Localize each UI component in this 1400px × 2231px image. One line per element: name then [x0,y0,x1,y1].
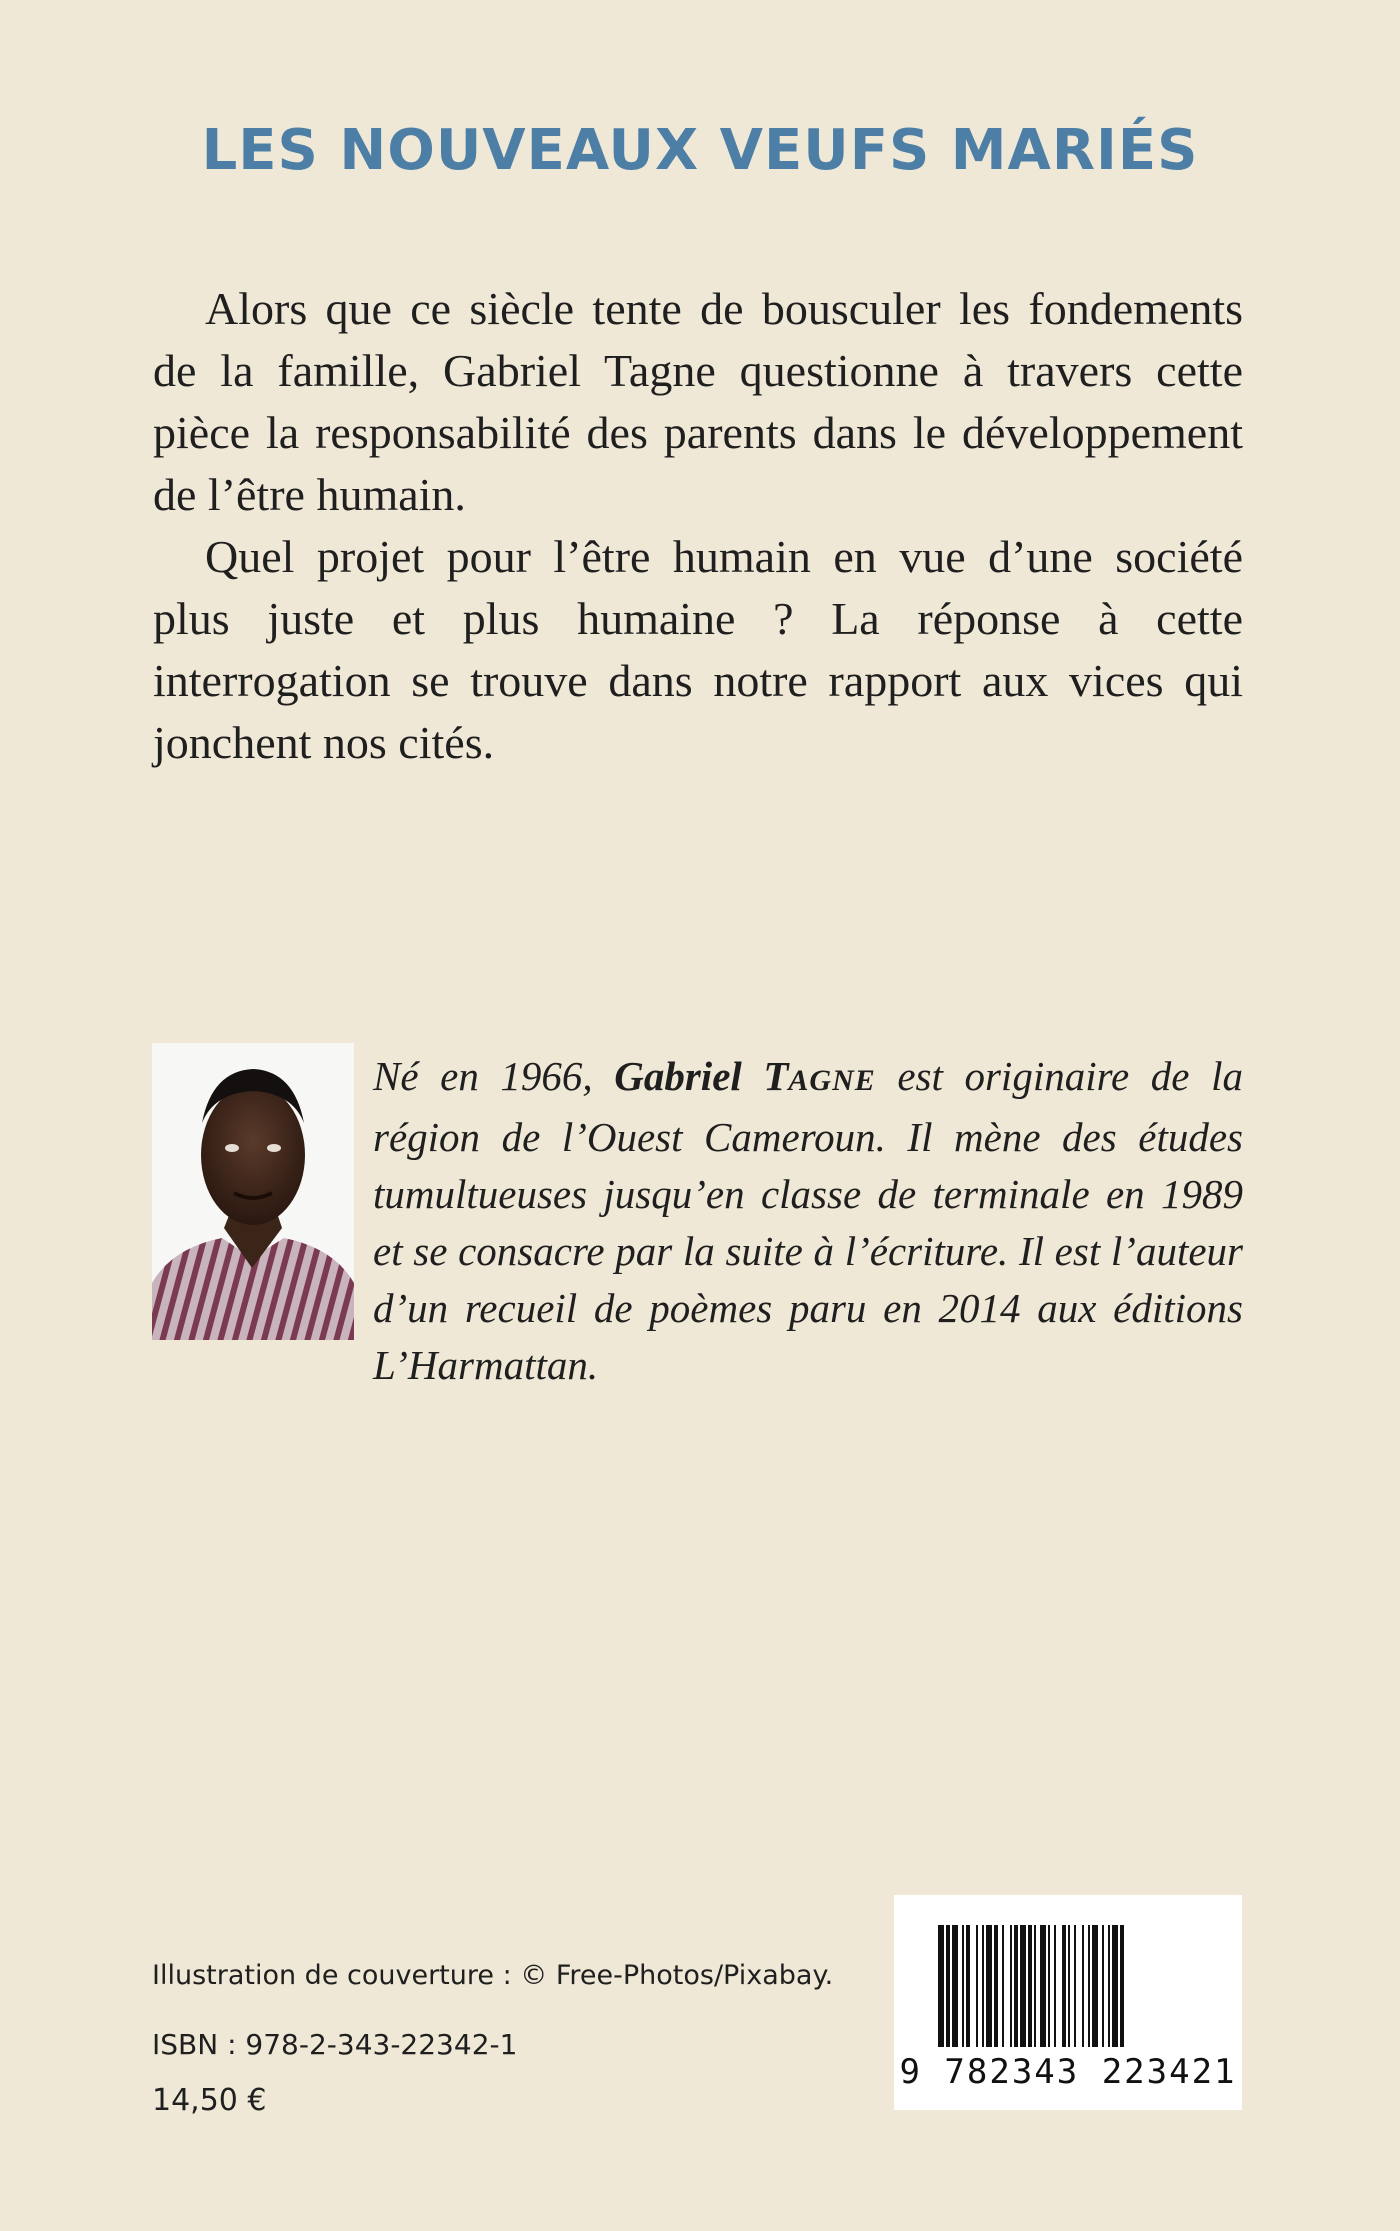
book-title: LES NOUVEAUX VEUFS MARIÉS [201,118,1199,183]
barcode-bar [1120,1925,1124,2047]
barcode-bar [1054,1925,1056,2047]
author-portrait-image [152,1043,354,1340]
barcode-bar [1108,1925,1110,2047]
barcode-bar [1082,1925,1084,2047]
barcode-bar [1062,1925,1066,2047]
barcode-bar [1034,1925,1036,2047]
isbn: ISBN : 978-2-343-22342-1 [152,2028,518,2061]
barcode-bar [1112,1925,1118,2047]
barcode-bar [1028,1925,1032,2047]
author-name [614,1053,876,1099]
barcode-bar [1020,1925,1026,2047]
barcode [894,1895,1242,2110]
bio-text: est originaire de la région de l’Ouest Cameroun. Il mène des études tumultueuses jusqu’en classe de terminale en 1989 et se consacre par la suite à l’écriture. Il est l’auteur d’un recueil de poèmes paru en 2014 aux éditions L’Harmattan. [373,1053,1243,1388]
barcode-bar [946,1925,950,2047]
back-cover-blurb [153,278,1243,774]
blurb-paragraph: Alors que ce siècle tente de bousculer les fondements de la famille, Gabriel Tagne questionne à travers cette pièce la responsabilité des parents dans le développement de l’être humain. [153,283,1243,520]
cover-credit: Illustration de couverture : © Free-Photos/Pixabay. [152,1960,834,1991]
author-last-name-caps: AGNE [788,1064,876,1097]
barcode-bar [986,1925,992,2047]
barcode-bar [1010,1925,1012,2047]
barcode-bar [1014,1925,1018,2047]
barcode-bar [1074,1925,1076,2047]
barcode-bar [976,1925,978,2047]
barcode-bar [1088,1925,1090,2047]
barcode-bar [938,1925,944,2047]
barcode-bar [1092,1925,1098,2047]
barcode-bar [952,1925,958,2047]
author-first-name: Gabriel [614,1053,764,1099]
author-bio [373,1048,1243,1394]
barcode-bar [962,1925,964,2047]
barcode-bar [994,1925,998,2047]
barcode-bar [1068,1925,1070,2047]
barcode-bar [966,1925,970,2047]
blurb-paragraph: Quel projet pour l’être humain en vue d’une société plus juste et plus humaine ? La réponse à cette interrogation se trouve dans notre rapport aux vices qui jonchent nos cités. [153,531,1243,768]
bio-text: Né en 1966, [373,1053,615,1099]
barcode-bar [982,1925,984,2047]
price: 14,50 € [152,2083,267,2118]
barcode-bar [1102,1925,1104,2047]
author-last-name-initial: T [763,1053,789,1099]
barcode-bar [1040,1925,1046,2047]
barcode-bar [1002,1925,1004,2047]
author-photo [152,1043,354,1340]
barcode-bar [1048,1925,1050,2047]
barcode-digits: 9 782343 223421 [899,2052,1237,2092]
